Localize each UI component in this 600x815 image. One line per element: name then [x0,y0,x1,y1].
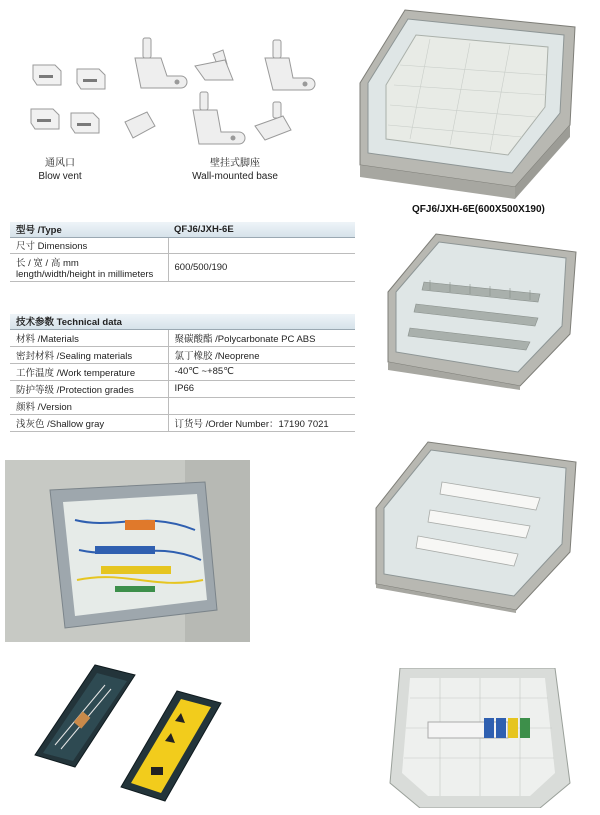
blow-vent-caption [25,157,95,183]
dimensions-label: 尺寸 Dimensions [10,237,168,253]
wired-enclosure-photo [5,460,250,642]
enclosure-photo-terminal-rails [380,230,580,390]
enclosure-open-illustration [380,668,575,808]
lwh-label-cn: 长 / 宽 / 高 mm [16,257,79,269]
enclosure-photo-open-terminals [380,668,575,808]
table-row [10,237,355,253]
table-row [10,329,355,346]
junction-box-photo [25,655,225,805]
wall-base-label-cn: 壁挂式脚座 [210,158,260,169]
blow-vent-images [25,55,115,145]
wired-enclosure-illustration [5,460,250,642]
model-title: QFJ6/JXH-6E(600X500X190) [412,204,545,215]
lwh-label-en: length/width/height in millimeters [16,268,154,280]
dimensions-table [10,222,355,282]
wall-base-images [115,30,330,160]
sealing-value: 氯丁橡胶 /Neoprene [168,346,355,363]
blow-vent-illustration [25,55,115,145]
materials-label: 材料 /Materials [10,329,168,346]
work-temperature-label: 工作温度 /Work temperature [10,363,168,380]
table-row [10,363,355,380]
type-value: QFJ6/JXH-6E [168,222,355,237]
type-label: 型号 /Type [10,222,168,237]
dimensions-table-header [10,222,355,237]
sealing-label: 密封材料 /Sealing materials [10,346,168,363]
enclosure-rails-illustration [380,230,580,390]
dimensions-value [168,237,355,253]
blow-vent-label-en: Blow vent [38,171,82,182]
tech-data-header [10,314,355,329]
junction-box-illustration [25,655,225,805]
lwh-label [10,253,168,281]
protection-value: IP66 [168,380,355,397]
table-row [10,253,355,281]
lwh-value: 600/500/190 [168,253,355,281]
wall-base-caption [180,157,290,183]
table-row [10,380,355,397]
version-value [168,397,355,414]
work-temperature-value: -40℃ ~+85℃ [168,363,355,380]
tech-data-table [10,314,355,432]
version-label: 颜料 /Version [10,397,168,414]
order-number-value: 订货号 /Order Number：17190 7021 [168,414,355,431]
enclosure-blocks-illustration [370,438,580,613]
materials-value: 聚碳酸酯 /Polycarbonate PC ABS [168,329,355,346]
shallow-gray-label: 浅灰色 /Shallow gray [10,414,168,431]
enclosure-photo-empty [350,5,580,200]
table-row [10,397,355,414]
protection-label: 防护等级 /Protection grades [10,380,168,397]
enclosure-photo-terminal-blocks [370,438,580,613]
tech-data-title: 技术参数 Technical data [10,314,355,329]
table-row [10,346,355,363]
wall-base-illustration [115,30,330,160]
enclosure-empty-illustration [350,5,580,200]
table-row [10,414,355,431]
wall-base-label-en: Wall-mounted base [192,171,278,182]
blow-vent-label-cn: 通风口 [45,158,75,169]
